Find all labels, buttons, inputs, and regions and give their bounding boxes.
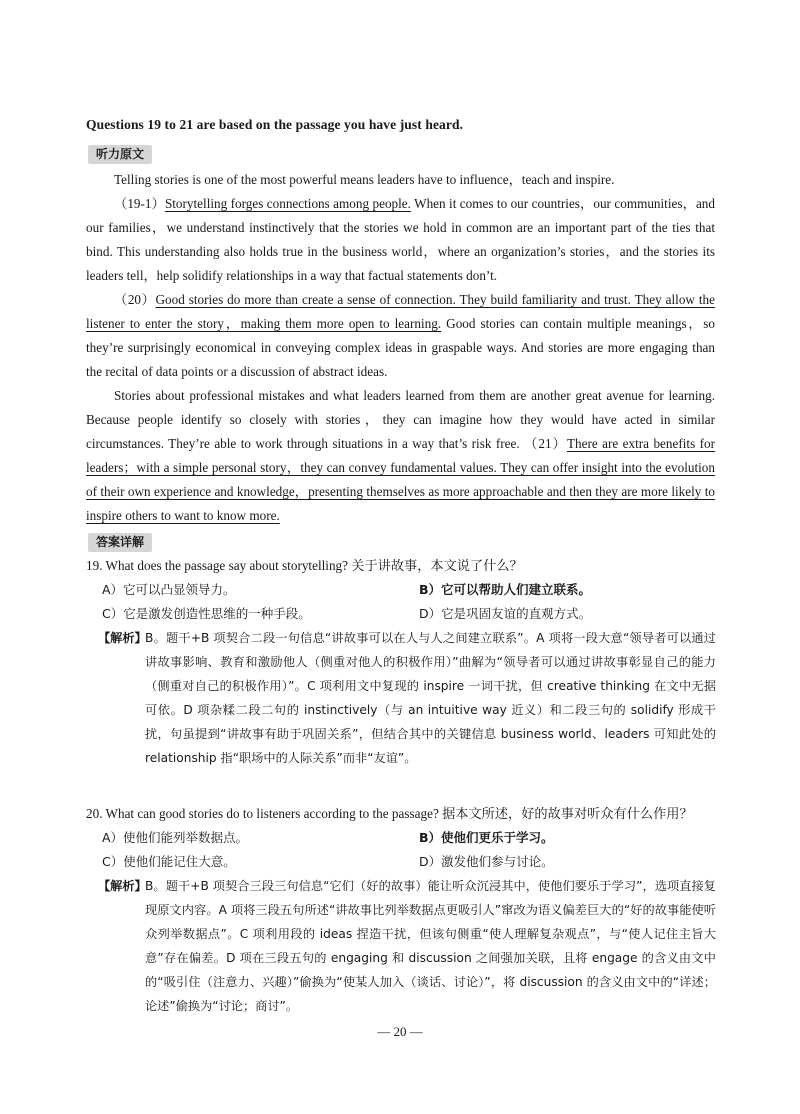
question-19-block: [86, 554, 716, 770]
explanation-label: 【解析】: [98, 631, 147, 645]
explanation-text: B。题干+B 项契合三段三句信息“它们（好的故事）能让听众沉浸其中，使他们要乐于学习”，选项直接复现原文内容。A 项将三段五句所述“讲故事比列举数据点更吸引人”窜改为语义偏差巨大的“好的故事能使听众列举数据点”。C 项利用段的 ideas 捏造干扰，但该句侧重“使人理解复杂观点”，与“使人记住主旨大意”存在偏差。D 项在三段五句的 engaging 和 discussion 之间强加关联，且将 engage 的含义由文中的“吸引住（注意力、兴趣）”偷换为“使某人加入（谈话、讨论）”，将 discussion 的含义由文中的“详述；论述”偷换为“讨论；商讨”。: [145, 879, 716, 1013]
option-d: D）它是巩固友谊的直观方式。: [419, 606, 592, 621]
explanation-label: 【解析】: [98, 879, 147, 893]
options-row: [86, 578, 716, 602]
marker-21: （21）: [524, 436, 567, 451]
underlined-answer-20: Good stories do more than create a sense of connection. They build familiarity and trust. They allow the listener to enter the story，making them more open to learning.: [86, 292, 715, 331]
underlined-answer-21: There are extra benefits for leaders；with a simple personal story，they can convey fundamental values. They can offer insight into the evolution of their own experience and knowledge，presenting themselves as more approachable and then they are more likely to inspire others to want to know more.: [86, 436, 716, 523]
explanation-text: B。题干+B 项契合二段一句信息“讲故事可以在人与人之间建立联系”。A 项将一段大意“领导者可以通过讲故事影响、教育和激励他人（侧重对他人的积极作用）”曲解为“领导者可以通过讲故事彰显自己的能力（侧重对自己的积极作用）”。C 项利用文中复现的 inspire 一词干扰，但 creative thinking 在文中无据可依。D 项杂糅二段二句的 instinctively（与 an intuitive way 近义）和二段三句的 solidify 形成干扰，句虽提到“讲故事有助于巩固关系”，但结合其中的关键信息 business world、leaders 可知此处的 relationship 指“职场中的人际关系”而非“友谊”。: [145, 631, 716, 765]
option-b-correct: B）它可以帮助人们建立联系。: [419, 582, 592, 597]
underlined-answer-19: Storytelling forges connections among people.: [164, 196, 411, 211]
question-19: 19. What does the passage say about storytelling? 关于讲故事，本文说了什么？: [86, 558, 523, 573]
explanation-20: [86, 874, 716, 1018]
option-a: A）使他们能列举数据点。: [102, 830, 249, 845]
option-c: C）它是激发创造性思维的一种手段。: [102, 606, 311, 621]
paragraph-4-text: Stories about professional mistakes and what leaders learned from them are another great avenue for learning. Because people identify so closely with stories，they can imagine how they would have acted in similar circumstances. They’re able to work through situations in a way that’s risk free.: [86, 388, 715, 451]
transcript-label: 听力原文: [88, 145, 152, 164]
options-row: [86, 850, 716, 874]
option-b-correct: B）使他们更乐于学习。: [419, 830, 554, 845]
answer-explanation-label: 答案详解: [88, 533, 152, 552]
question-20: 20. What can good stories do to listeners according to the passage? 据本文所述，好的故事对听众有什么作用？: [86, 806, 693, 821]
paragraph-2-text: When it comes to our countries，our communities，and our families，we understand instinctively that the stories we hold in common are an important part of the ties that bind. This understanding also holds true in the business world，where an organization’s stories，and the stories its leaders tell，help solidify relationships in a way that factual statements don’t.: [86, 196, 715, 283]
options-row: [86, 602, 716, 626]
option-c: C）使他们能记住大意。: [102, 854, 236, 869]
page-number: — 20 —: [377, 1024, 423, 1039]
question-20-block: [86, 802, 716, 1018]
listening-transcript: [86, 168, 715, 528]
option-d: D）激发他们参与讨论。: [419, 854, 554, 869]
section-heading: Questions 19 to 21 are based on the passage you have just heard.: [86, 117, 464, 132]
marker-20: （20）: [114, 292, 156, 307]
paragraph-1: Telling stories is one of the most powerful means leaders have to influence，teach and inspire.: [114, 172, 615, 187]
option-a: A）它可以凸显领导力。: [102, 582, 236, 597]
marker-19-1: （19-1）: [114, 196, 165, 211]
options-row: [86, 826, 716, 850]
explanation-19: [86, 626, 716, 770]
paragraph-2: [86, 192, 715, 288]
paragraph-3-text: Good stories can contain multiple meanings，so they’re surprisingly economical in conveying complex ideas in graspable ways. And stories are more engaging than the recital of data points or a discussion of abstract ideas.: [86, 316, 715, 379]
paragraph-4: [86, 384, 715, 528]
paragraph-3: [86, 288, 715, 384]
